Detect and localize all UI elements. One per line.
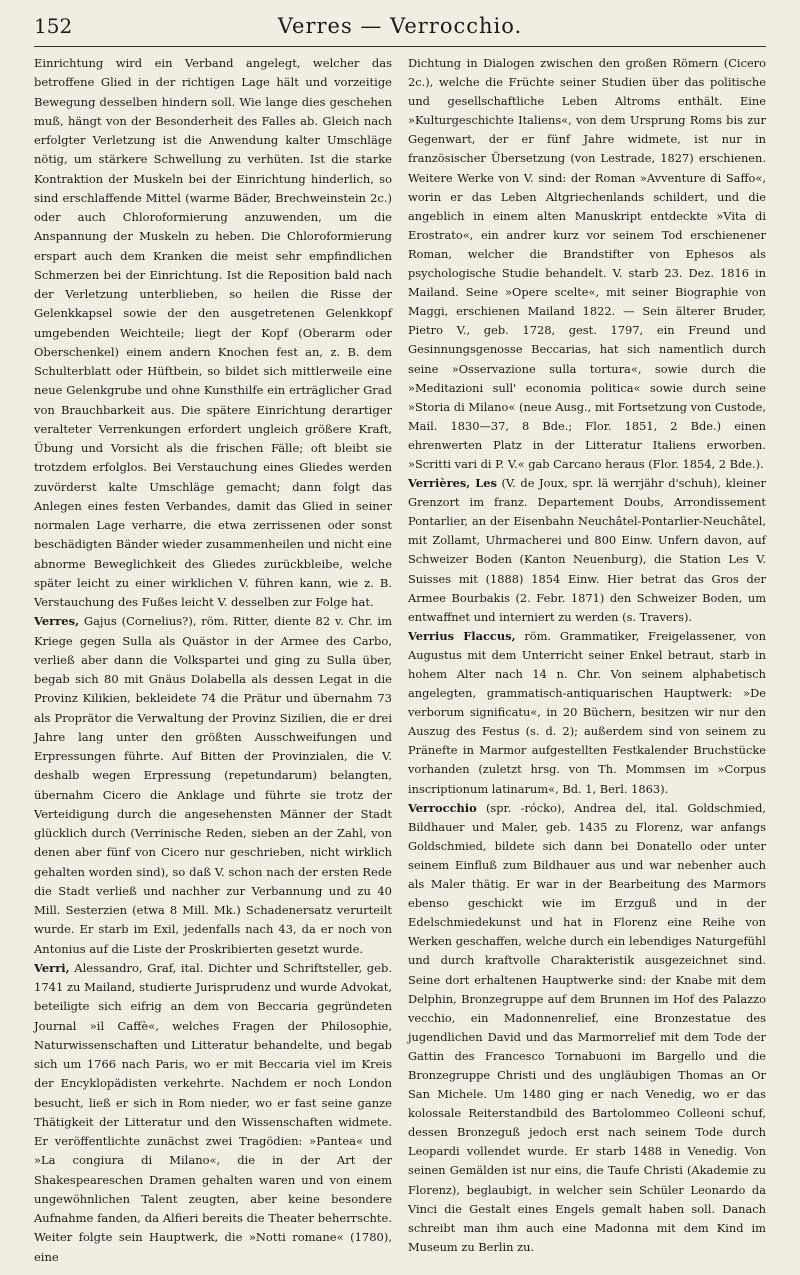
entry-body: (V. de Joux, spr. lä werrjähr d'schuh), kleiner Grenzort im franz. Departement Doubs, Arrondissement Pontarlier, an der Eisenbahn Neuchâtel-Pontarlier-Neuchâtel, mit Zollamt, Uhrmacherei und 800 Einw. Unfern davon, auf Schweizer Boden (Kanton Neuenburg), die Station Les V. Suisses mit (1888) 1854 Einw. Hier betrat das Gros der Armee Bourbakis (2. Febr. 1871) den Schweizer Boden, um entwaffnet und interniert zu werden (s. Travers). [408,476,766,624]
entry-verrieres [408,474,766,627]
entry-headword: Verres, [34,614,80,629]
entry-headword: Verrius Flaccus, [408,628,516,643]
entry-body: röm. Grammatiker, Freigelassener, von Augustus mit dem Unterricht seiner Enkel betraut, starb in hohem Alter nach 14 n. Chr. Von seinem alphabetisch angelegten, grammatisch-antiquarischen Hauptwerk: »De verborum significatu«, in 20 Büchern, besitzen wir nur den Auszug des Festus (s. d. 2); außerdem sind von seinem zu Pränefte in Marmor aufgestellten Festkalender Bruchstücke vorhanden (zuletzt hrsg. von Th. Mommsen im »Corpus inscriptionum latinarum«, Bd. 1, Berl. 1863). [408,628,766,796]
entry-verres [34,612,392,959]
entry-continuation-verri: Dichtung in Dialogen zwischen den großen Römern (Cicero 2c.), welche die Früchte seiner Studien über das politische und gesellschaftliche Leben Altroms enthält. Eine »Kulturgeschichte Italiens«, von dem Ursprung Roms bis zur Gegenwart, der er fünf Jahre widmete, ist nur in französischer Übersetzung (von Lestrade, 1827) erschienen. Weitere Werke von V. sind: der Roman »Avventure di Saffo«, worin er das Leben Altgriechenlands schildert, und die angeblich in einem alten Manuskript entdeckte »Vita di Erostrato«, ein andrer kurz vor seinem Tod erschienener Roman, welcher die Brandstifter von Ephesos als psychologische Studie behandelt. V. starb 23. Dez. 1816 in Mailand. Seine »Opere scelte«, mit seiner Biographie von Maggi, erschienen Mailand 1822. — Sein älterer Bruder, Pietro V., geb. 1728, gest. 1797, ein Freund und Gesinnungsgenosse Beccarias, hat sich namentlich durch seine »Osservazione sulla tortura«, sowie durch die »Meditazioni sull' economia politica« sowie durch seine »Storia di Milano« (neue Ausg., mit Fortsetzung von Custode, Mail. 1830—37, 8 Bde.; Flor. 1851, 2 Bde.) einen ehrenwerten Platz in der Litteratur Italiens erworben. »Scritti vari di P. V.« gab Carcano heraus (Flor. 1854, 2 Bde.). [408,56,766,471]
running-title: Verres — Verrocchio. [277,14,523,38]
entry-continuation-verrenkung: Einrichtung wird ein Verband angelegt, welcher das betroffene Glied in der richtigen Lage hält und vorzeitige Bewegung desselben hindern soll. Wie lange dies geschehen muß, hängt von der Besonderheit des Falles ab. Gleich nach erfolgter Verletzung ist die Anwendung kalter Umschläge nötig, um stärkere Schwellung zu verhüten. Ist die starke Kontraktion der Muskeln bei der Einrichtung hinderlich, so sind erschlaffende Mittel (warme Bäder, Brechweinstein 2c.) oder auch Chloroformierung anzuwenden, um die Anspannung der Muskeln zu heben. Die Chloroformierung erspart auch dem Kranken die meist sehr empfindlichen Schmerzen bei der Einrichtung. Ist die Reposition bald nach der Verletzung unterblieben, so heilen die Risse der Gelenkkapsel sowie der den ausgetretenen Gelenkkopf umgebenden Weichteile; liegt der Kopf (Oberarm oder Oberschenkel) einem andern Knochen fest an, z. B. dem Schulterblatt oder Hüftbein, so bildet sich mittlerweile eine neue Gelenkgrube und ohne Kunsthilfe ein erträglicher Grad von Brauchbarkeit aus. Die spätere Einrichtung derartiger veralteter Verrenkungen erfordert ungleich größere Kraft, Übung und Vorsicht als die frischen Fälle; oft bleibt sie trotzdem erfolglos. Bei Verstauchung eines Gliedes werden zuvörderst kalte Umschläge gemacht; dann folgt das Anlegen eines festen Verbandes, damit das Glied in seiner normalen Lage verharre, die etwa zerrissenen oder sonst beschädigten Bänder wieder zusammenheilen und nicht eine abnorme Beweglichkeit des Gliedes zurückbleibe, welche später leicht zu einer wirklichen V. führen kann, wie z. B. Verstauchung des Fußes leicht V. desselben zur Folge hat. [34,56,392,609]
entry-headword: Verrières, Les [408,476,497,491]
entry-body: (spr. -rócko), Andrea del, ital. Goldschmied, Bildhauer und Maler, geb. 1435 zu Florenz, war anfangs Goldschmied, bildete sich dann bei Donatello oder unter seinem Einfluß zum Bildhauer aus und war nebenher auch als Maler thätig. Er war in der Bearbeitung des Marmors ebenso geschickt wie im Erzguß und in der Edelschmiedekunst und hat in Florenz eine Reihe von Werken geschaffen, welche durch ein lebendiges Naturgefühl und durch kraftvolle Charakteristik ausgezeichnet sind. Seine dort erhaltenen Hauptwerke sind: der Knabe mit dem Delphin, Bronzegruppe auf dem Brunnen im Hof des Palazzo vecchio, ein Madonnenrelief, eine Bronzestatue des jugendlichen David und das Marmorrelief mit dem Tode der Gattin des Francesco Tornabuoni im Bargello und die Bronzegruppe Christi und des ungläubigen Thomas an Or San Michele. Um 1480 ging er nach Venedig, wo er das kolossale Reiterstandbild des Bartolommeo Colleoni schuf, dessen Bronzeguß jedoch erst nach seinem Tode durch Leopardi vollendet wurde. Er starb 1488 in Venedig. Von seinen Gemälden ist nur eins, die Taufe Christi (Akademie zu Florenz), beglaubigt, in welcher sein Schüler Leonardo da Vinci die Gestalt eines Engels gemalt haben soll. Danach schreibt man ihm auch eine Madonna mit dem Kind im Museum zu Berlin zu. [408,800,766,1254]
entry-verrocchio [408,799,766,1257]
page-number: 152 [34,14,73,38]
entry-verrius-flaccus [408,627,766,799]
right-column [408,54,766,1275]
entry-headword: Verrocchio [408,800,477,815]
entry-body: Gajus (Cornelius?), röm. Ritter, diente 82 v. Chr. im Kriege gegen Sulla als Quästor in der Armee des Carbo, verließ aber dann die Volkspartei und ging zu Sulla über, begab sich 80 mit Gnäus Dolabella als dessen Legat in die Provinz Kilikien, bekleidete 74 die Prätur und übernahm 73 als Proprätor die Verwaltung der Provinz Sizilien, die er drei Jahre lang unter den größten Ausschweifungen und Erpressungen führte. Auf Bitten der Provinzialen, die V. deshalb wegen Erpressung (repetundarum) belangten, übernahm Cicero die Anklage und führte sie trotz der Verteidigung durch die angesehensten Männer der Stadt glücklich durch (Verrinische Reden, sieben an der Zahl, von denen aber fünf von Cicero nur geschrieben, nicht wirklich gehalten worden sind), so daß V. schon nach der ersten Rede die Stadt verließ und nachher zur Verbannung und zu 40 Mill. Sesterzien (etwa 8 Mill. Mk.) Schadenersatz verurteilt wurde. Er starb im Exil, jedenfalls nach 43, da er noch von Antonius auf die Liste der Proskribierten gesetzt wurde. [34,614,392,956]
text-columns [34,54,766,1275]
entry-headword: Verri, [34,960,70,975]
entry-verri [34,959,392,1267]
left-column [34,54,392,1275]
entry-body: Alessandro, Graf, ital. Dichter und Schriftsteller, geb. 1741 zu Mailand, studierte Jurisprudenz und wurde Advokat, beteiligte sich eifrig an dem von Beccaria gegründeten Journal »il Caffè«, welches Fragen der Philosophie, Naturwissenschaften und Litteratur behandelte, und begab sich um 1766 nach Paris, wo er mit Beccaria viel im Kreis der Encyklopädisten verkehrte. Nachdem er noch London besucht, ließ er sich in Rom nieder, wo er fast seine ganze Thätigkeit der Litteratur und den Wissenschaften widmete. Er veröffentlichte zunächst zwei Tragödien: »Pantea« und »La congiura di Milano«, die in der Art der Shakespeareschen Dramen gehalten waren und von einem ungewöhnlichen Talent zeugten, aber keine besondere Aufnahme fanden, da Alfieri bereits die Theater beherrschte. Weiter folgte sein Hauptwerk, die »Notti romane« (1780), eine [34,960,392,1264]
page-header [34,10,766,47]
